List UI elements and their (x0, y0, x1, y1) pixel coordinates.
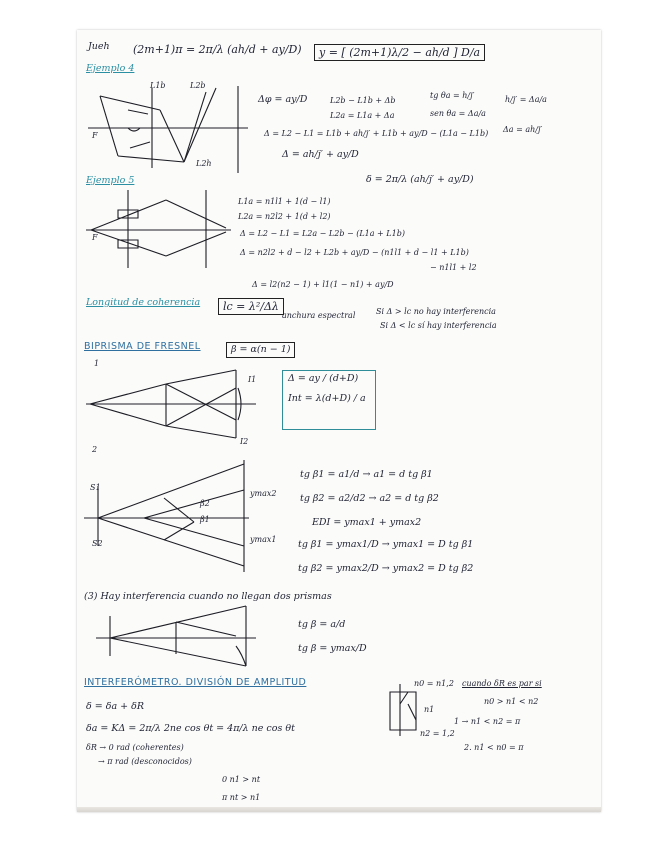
ejemplo4-title: Ejemplo 4 (86, 63, 135, 74)
biprisma-result-box (282, 370, 376, 430)
beta2-label: β2 (200, 499, 210, 508)
e5-line4: Δ = n2l2 + d − l2 + L2b + ay/D − (n1l1 + d − l1 + L1b) (240, 248, 469, 257)
e5-line3: Δ = L2 − L1 = L2a − L2b − (L1a + L1b) (240, 229, 405, 238)
e4-tg: tg θa = h/j′ (430, 91, 475, 100)
ymax1-label: ymax1 (250, 535, 277, 544)
biprisma-delta: Δ = ay / (d+D) (288, 373, 359, 384)
diagram-label-F2: F (92, 233, 98, 242)
case3-eq2: tg β = ymax/D (298, 643, 367, 654)
e4-line4: Δ = L2 − L1 = L1b + ah/j′ + L1b + ay/D − (L1a − L1b) (264, 129, 489, 138)
bip-eq2: tg β2 = a2/d2 → a2 = d tg β2 (300, 493, 439, 504)
case3-eq1: tg β = a/d (298, 619, 346, 630)
e5-line6: Δ = l2(n2 − 1) + l1(1 − n1) + ay/D (252, 280, 394, 289)
biprisma-diagram-3 (96, 606, 266, 668)
biprisma-int: Int = λ(d+D) / a (288, 392, 366, 404)
int-right-top: n0 = n1,2 (414, 679, 454, 688)
bip-eq3: EDI = ymax1 + ymax2 (312, 517, 422, 528)
int-line5: 0 n1 > nt (222, 775, 261, 784)
main-phase-formula: (2m+1)π = 2π/λ (ah/d + ay/D) (133, 43, 302, 56)
e4-line3: L2a = L1a + Δa (330, 111, 395, 120)
I2-label: I2 (240, 437, 249, 446)
header-note: Jueh (88, 41, 110, 52)
e4-ratio: h/j′ = Δa/a (505, 95, 547, 104)
int-right-note2: n0 > n1 < n2 (484, 697, 539, 706)
coherence-title: Longitud de coherencia (86, 297, 201, 308)
bip-eq5: tg β2 = ymax2/D → ymax2 = D tg β2 (298, 563, 474, 574)
page-edge (77, 807, 601, 812)
I1-label: I1 (248, 375, 257, 384)
S2-label: S2 (92, 539, 103, 548)
diagram-label-L2h: L2h (196, 159, 212, 168)
biprisma-formula: β = α(n − 1) (226, 342, 295, 358)
case3-text: (3) Hay interferencia cuando no llegan dos prismas (84, 591, 332, 602)
e5-line1: L1a = n1l1 + 1(d − l1) (238, 197, 331, 206)
case3-sentence: Hay interferencia cuando no llegan dos prismas (100, 591, 332, 602)
e4-sen: sen θa = Δa/a (430, 109, 486, 118)
int-right-eq1: 1 → n1 < n2 = π (454, 717, 521, 726)
int-line2: δa = KΔ = 2π/λ 2ne cos θt = 4π/λ ne cos θt (86, 723, 295, 734)
boxed-y-formula: y = [ (2m+1)λ/2 − ah/d ] D/a (314, 44, 485, 61)
int-line4: → π rad (desconocidos) (98, 757, 192, 766)
e4-delta-phase: δ = 2π/λ (ah/j′ + ay/D) (366, 174, 474, 185)
coherence-note: anchura espectral (282, 311, 356, 320)
e5-line2: L2a = n2l2 + 1(d + l2) (238, 212, 331, 221)
int-right-eq2: 2. n1 < n0 = π (464, 743, 524, 752)
ejemplo4-diagram (88, 78, 258, 178)
diagram-label-F: F (92, 131, 98, 140)
case-number-2: 2 (92, 445, 98, 454)
e4-line2: L2b − L1b + Δb (330, 96, 396, 105)
ejemplo5-diagram (86, 190, 236, 270)
int-line1: δ = δa + δR (86, 701, 144, 712)
coherence-cond2: Si Δ < lc sí hay interferencia (380, 321, 497, 330)
beta1-label: β1 (200, 515, 210, 524)
ejemplo5-title: Ejemplo 5 (86, 175, 135, 186)
biprisma-title: BIPRISMA DE FRESNEL (84, 341, 201, 352)
e5-line5: − n1l1 + l2 (430, 263, 477, 272)
case-number-3: 3 (87, 591, 94, 602)
plate-n2: n2 = 1,2 (420, 729, 455, 738)
coherence-cond1: Si Δ > lc no hay interferencia (376, 307, 496, 316)
coherence-formula: lc = λ²/Δλ (218, 298, 284, 315)
int-line6: π nt > n1 (222, 793, 261, 802)
interferometro-title: INTERFERÓMETRO. DIVISIÓN DE AMPLITUD (84, 677, 307, 688)
int-line3: δR → 0 rad (coherentes) (86, 743, 184, 752)
biprisma-diagram-2 (84, 456, 304, 576)
diagram-label-L1b: L1b (150, 81, 166, 90)
S1-label: S1 (90, 483, 101, 492)
bip-eq1: tg β1 = a1/d → a1 = d tg β1 (300, 469, 433, 480)
e4-delta-a: Δa = ah/j′ (503, 125, 543, 134)
case-number-1: 1 (94, 359, 100, 368)
int-right-note1: cuando δR es par si (462, 679, 542, 688)
ymax2-label: ymax2 (250, 489, 277, 498)
diagram-label-L2b: L2b (190, 81, 206, 90)
e4-line5: Δ = ah/j′ + ay/D (282, 149, 359, 160)
e4-line1: Δφ = ay/D (258, 94, 308, 105)
plate-n1: n1 (424, 705, 435, 714)
bip-eq4: tg β1 = ymax1/D → ymax1 = D tg β1 (298, 539, 474, 550)
